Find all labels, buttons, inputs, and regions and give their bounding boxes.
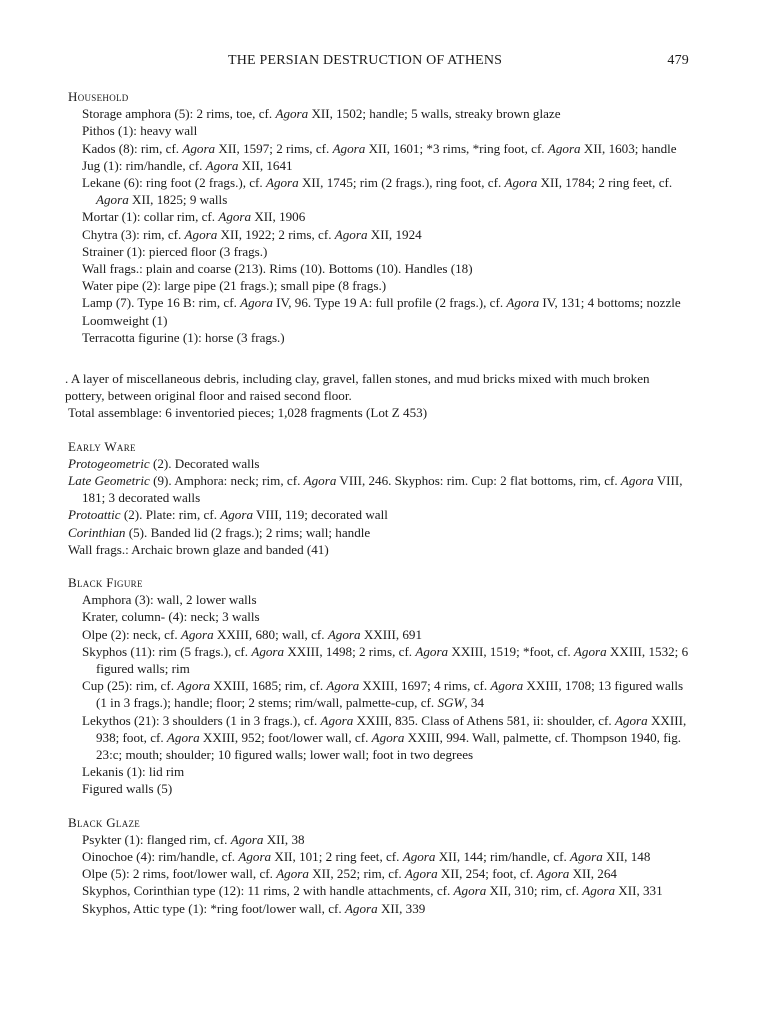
page-number: 479 (667, 53, 689, 68)
list-item: Psykter (1): flanged rim, cf. Agora XII, 38 (82, 831, 305, 847)
spacer (68, 798, 692, 814)
list-item: Olpe (2): neck, cf. Agora XXIII, 680; wall, cf. Agora XXIII, 691 (82, 626, 423, 642)
section-heading-black-figure: Black Figure (68, 575, 143, 591)
list-item: Lamp (7). Type 16 B: rim, cf. Agora IV, 96. Type 19 A: full profile (2 frags.), cf. Agora IV, 131; 4 bottoms; nozzle (82, 295, 681, 311)
spacer (68, 558, 692, 574)
section-heading-household: Household (68, 89, 129, 104)
list-item: Oinochoe (4): rim/handle, cf. Agora XII, 101; 2 ring feet, cf. Agora XII, 144; rim/handle, cf. Agora XII, 148 (82, 849, 651, 865)
layer-description: . A layer of miscellaneous debris, including clay, gravel, fallen stones, and mud bricks mixed with much broken pottery, between original floor and raised second floor. (65, 371, 650, 404)
total-assemblage: Total assemblage: 6 inventoried pieces; 1,028 fragments (Lot Z 453) (68, 405, 428, 421)
list-item: Skyphos (11): rim (5 frags.), cf. Agora XXIII, 1498; 2 rims, cf. Agora XXIII, 1519; *foot, cf. Agora XXIII, 1532; 6 figured walls; rim (82, 643, 689, 677)
black-figure-list (68, 591, 692, 797)
list-item: Kados (8): rim, cf. Agora XII, 1597; 2 rims, cf. Agora XII, 1601; *3 rims, *ring foot, cf. Agora XII, 1603; handle (82, 140, 677, 156)
list-item: Chytra (3): rim, cf. Agora XII, 1922; 2 rims, cf. Agora XII, 1924 (82, 226, 422, 242)
list-item: Lekythos (21): 3 shoulders (1 in 3 frags.), cf. Agora XXIII, 835. Class of Athens 581, ii: shoulder, cf. Agora XXIII, 938; foot, cf. Agora XXIII, 952; foot/lower wall, cf. Agora XXIII, 994. Wall, palmette, cf. Thompson 1940, fig. 23:c; mouth; shoulder; 10 figured walls; lower wall; foot in two degrees (82, 712, 687, 763)
list-item: Amphora (3): wall, 2 lower walls (82, 592, 257, 608)
list-item: Olpe (5): 2 rims, foot/lower wall, cf. Agora XII, 252; rim, cf. Agora XII, 254; foot, cf. Agora XII, 264 (82, 866, 617, 882)
spacer (68, 422, 692, 438)
list-item: Wall frags.: plain and coarse (213). Rims (10). Bottoms (10). Handles (18) (82, 261, 473, 277)
list-item: Skyphos, Attic type (1): *ring foot/lower wall, cf. Agora XII, 339 (82, 900, 426, 916)
black-glaze-list (68, 831, 692, 917)
list-item: Strainer (1): pierced floor (3 frags.) (82, 243, 268, 259)
list-item: Krater, column- (4): neck; 3 walls (82, 609, 260, 625)
list-item: Water pipe (2): large pipe (21 frags.); small pipe (8 frags.) (82, 278, 387, 294)
list-item: Pithos (1): heavy wall (82, 123, 198, 139)
spacer (68, 346, 692, 370)
list-item: Jug (1): rim/handle, cf. Agora XII, 1641 (82, 157, 293, 173)
list-item: Terracotta figurine (1): horse (3 frags.) (82, 329, 285, 345)
list-item: Skyphos, Corinthian type (12): 11 rims, 2 with handle attachments, cf. Agora XII, 310; rim, cf. Agora XII, 331 (82, 883, 663, 899)
household-list (68, 105, 692, 346)
list-item: Figured walls (5) (82, 781, 173, 797)
list-item: Wall frags.: Archaic brown glaze and banded (41) (68, 541, 329, 557)
running-head (0, 53, 757, 73)
early-ware-list (68, 455, 692, 558)
body-text (65, 88, 692, 917)
list-item: Cup (25): rim, cf. Agora XXIII, 1685; rim, cf. Agora XXIII, 1697; 4 rims, cf. Agora XXIII, 1708; 13 figured walls (1 in 3 frags.); handle; floor; 2 stems; rim/wall, palmette-cup, cf. SGW, 34 (82, 678, 684, 711)
section-heading-early-ware: Early Ware (68, 438, 136, 454)
list-item: Protoattic (2). Plate: rim, cf. Agora VIII, 119; decorated wall (68, 507, 388, 523)
list-item: Storage amphora (5): 2 rims, toe, cf. Agora XII, 1502; handle; 5 walls, streaky brown glaze (82, 106, 561, 122)
list-item: Lekane (6): ring foot (2 frags.), cf. Agora XII, 1745; rim (2 frags.), ring foot, cf. Agora XII, 1784; 2 ring feet, cf. Agora XII, 1825; 9 walls (82, 175, 673, 208)
section-heading-black-glaze: Black Glaze (68, 814, 141, 830)
running-title: THE PERSIAN DESTRUCTION OF ATHENS (228, 53, 503, 68)
list-item: Loomweight (1) (82, 312, 168, 328)
list-item: Lekanis (1): lid rim (82, 764, 185, 780)
list-item: Corinthian (5). Banded lid (2 frags.); 2 rims; wall; handle (68, 524, 371, 540)
list-item: Mortar (1): collar rim, cf. Agora XII, 1906 (82, 209, 306, 225)
list-item: Late Geometric (9). Amphora: neck; rim, cf. Agora VIII, 246. Skyphos: rim. Cup: 2 flat bottoms, rim, cf. Agora VIII, 181; 3 decorated walls (68, 473, 683, 506)
list-item: Protogeometric (2). Decorated walls (68, 455, 260, 471)
